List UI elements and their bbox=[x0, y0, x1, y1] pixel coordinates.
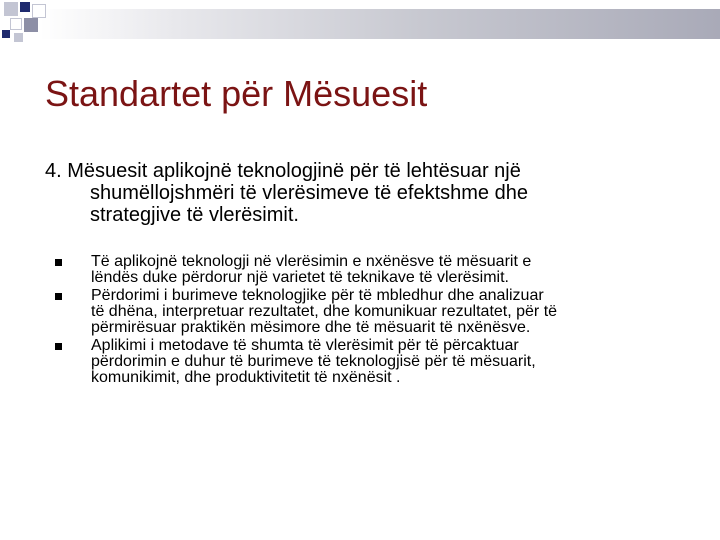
decorative-squares bbox=[0, 0, 50, 45]
bullet-line: të dhëna, interpretuar rezultatet, dhe komunikuar rezultatet, për të bbox=[91, 303, 558, 320]
deco-square bbox=[2, 30, 10, 38]
bullet-line: lëndës duke përdorur një varietet të teknikave të vlerësimit. bbox=[91, 269, 509, 286]
deco-square bbox=[24, 18, 38, 32]
deco-square bbox=[32, 4, 46, 18]
bullet-line: Të aplikojnë teknologji në vlerësimin e nxënësve të mësuarit e bbox=[91, 253, 532, 270]
list-item bbox=[55, 254, 695, 286]
bullet-list bbox=[55, 254, 695, 386]
main-point-number: 4. bbox=[45, 160, 62, 182]
main-point-text: Mësuesit aplikojnë teknologjinë për të lehtësuar një bbox=[67, 160, 521, 182]
main-point-line: shumëllojshmëri të vlerësimeve të efektshme dhe bbox=[90, 182, 528, 204]
list-item bbox=[55, 288, 695, 336]
main-point bbox=[45, 160, 685, 226]
deco-square bbox=[20, 2, 30, 12]
square-bullet-icon bbox=[55, 343, 62, 350]
main-point-line: strategjive të vlerësimit. bbox=[90, 204, 299, 226]
bullet-line: përdorimin e duhur të burimeve të teknologjisë për të mësuarit, bbox=[91, 353, 536, 370]
main-point-line bbox=[45, 160, 685, 182]
bullet-line: përmirësuar praktikën mësimore dhe të mësuarit të nxënësve. bbox=[91, 319, 531, 336]
list-item bbox=[55, 338, 695, 386]
bullet-line: komunikimit, dhe produktivitetit të nxënësit . bbox=[91, 369, 401, 386]
bullet-line: Përdorimi i burimeve teknologjike për të mbledhur dhe analizuar bbox=[91, 287, 544, 304]
square-bullet-icon bbox=[55, 259, 62, 266]
bullet-line: Aplikimi i metodave të shumta të vlerësimit për të përcaktuar bbox=[91, 337, 519, 354]
deco-square bbox=[4, 2, 18, 16]
square-bullet-icon bbox=[55, 293, 62, 300]
decorative-header-bar bbox=[40, 9, 720, 39]
deco-square bbox=[10, 18, 22, 30]
deco-square bbox=[14, 33, 23, 42]
slide-title: Standartet për Mësuesit bbox=[45, 73, 428, 114]
